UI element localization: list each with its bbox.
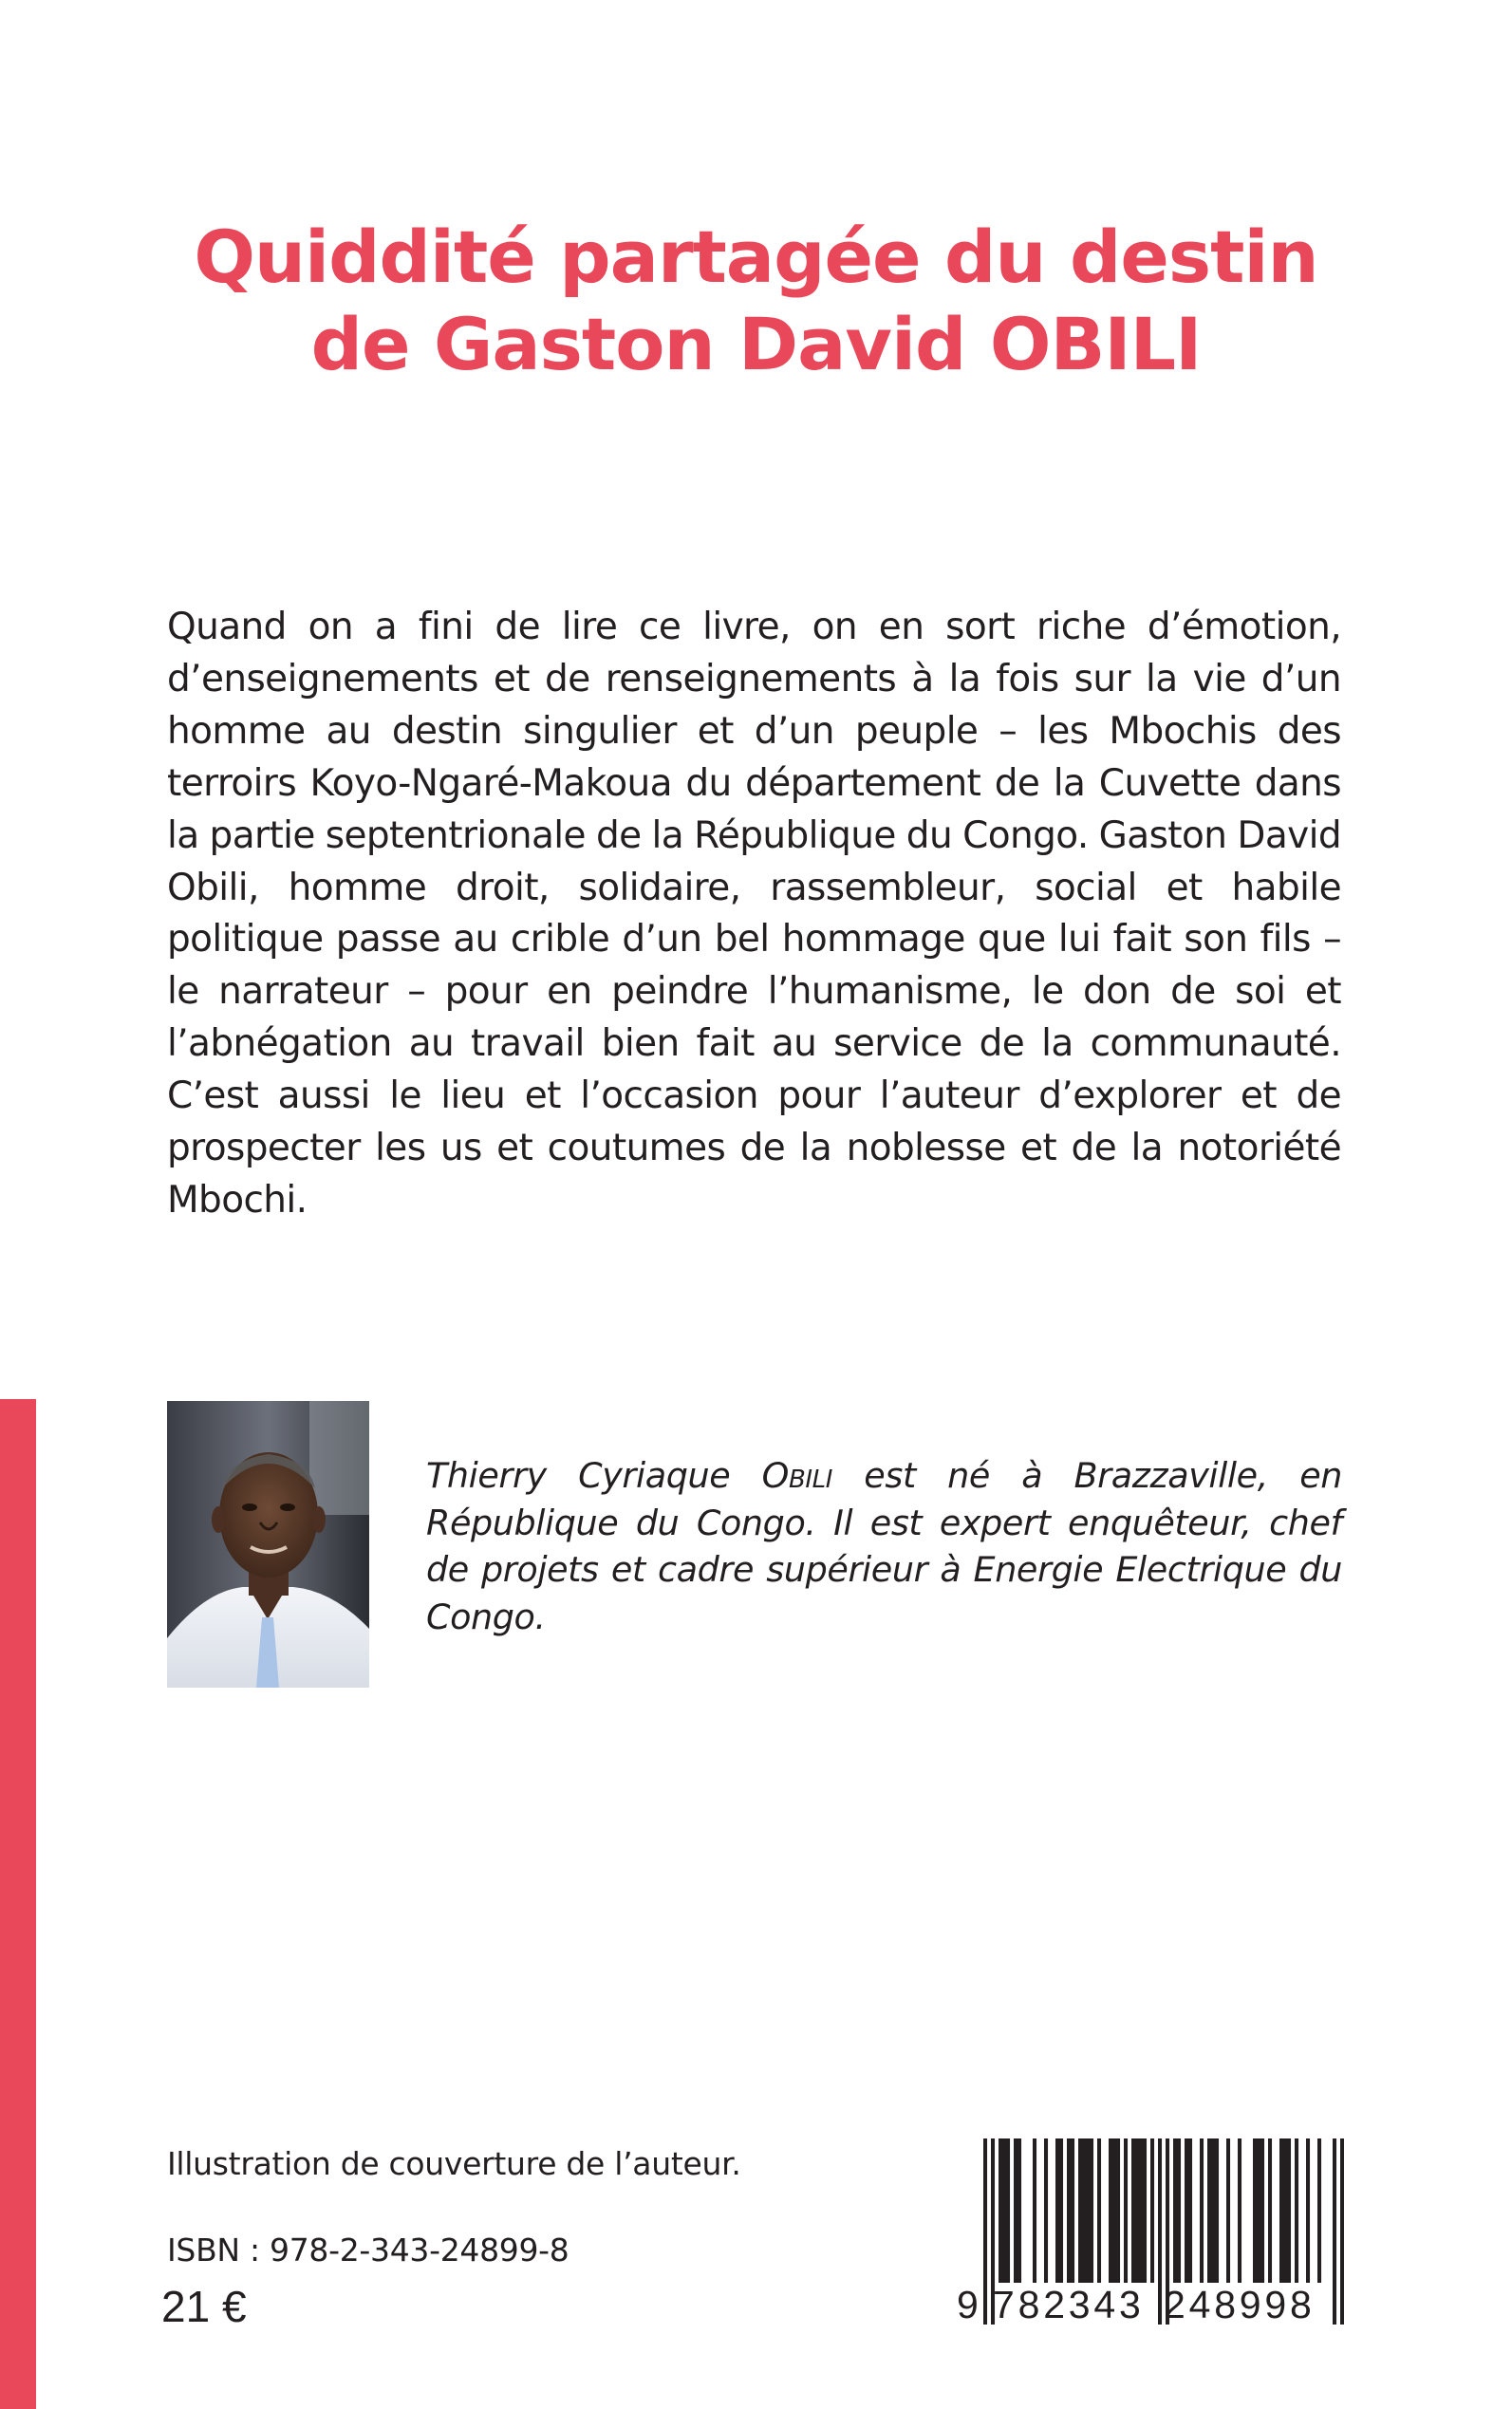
barcode-bar-25 [1143, 2138, 1147, 2283]
barcode-bar-40 [1257, 2138, 1260, 2283]
barcode-bar-14 [1082, 2138, 1086, 2283]
barcode-bar-2 [999, 2138, 1002, 2283]
barcode-bar-26 [1150, 2138, 1154, 2283]
price-label: 21 € [161, 2282, 247, 2331]
barcode-bar-31 [1185, 2138, 1188, 2283]
barcode-digits [957, 2284, 1346, 2325]
barcode-bar-24 [1139, 2138, 1143, 2283]
barcode-bar-20 [1116, 2138, 1120, 2283]
barcode-digit-first: 9 [957, 2283, 979, 2326]
barcode-bar-37 [1226, 2138, 1230, 2283]
barcode-bar-18 [1109, 2138, 1112, 2283]
barcode-bar-3 [1002, 2138, 1006, 2283]
barcode-bar-48 [1317, 2138, 1321, 2283]
barcode-bar-38 [1238, 2138, 1241, 2283]
barcode-bar-22 [1131, 2138, 1135, 2283]
barcode-bar-5 [1014, 2138, 1017, 2283]
barcode-bar-30 [1177, 2138, 1181, 2283]
barcode-bar-41 [1260, 2138, 1264, 2283]
isbn-number: ISBN : 978-2-343-24899-8 [167, 2232, 569, 2269]
barcode-bar-8 [1044, 2138, 1048, 2283]
barcode-bar-42 [1268, 2138, 1272, 2283]
barcode-bar-19 [1112, 2138, 1116, 2283]
barcode-bar-39 [1253, 2138, 1257, 2283]
barcode-bar-9 [1055, 2138, 1059, 2283]
barcode-bar-43 [1279, 2138, 1283, 2283]
barcode-bar-11 [1067, 2138, 1071, 2283]
barcode-bar-29 [1173, 2138, 1177, 2283]
barcode-digits-left: 782343 [993, 2283, 1145, 2326]
barcode-bar-12 [1071, 2138, 1074, 2283]
barcode-bar-32 [1188, 2138, 1192, 2283]
barcode-bar-33 [1200, 2138, 1204, 2283]
barcode-bar-45 [1287, 2138, 1291, 2283]
barcode-bar-17 [1097, 2138, 1101, 2283]
author-first-name: Thierry Cyriaque [426, 1455, 731, 1496]
barcode-bar-10 [1059, 2138, 1063, 2283]
barcode-bar-35 [1211, 2138, 1215, 2283]
barcode-bar-7 [1033, 2138, 1036, 2283]
barcode-bar-21 [1124, 2138, 1128, 2283]
author-photo [167, 1401, 369, 1688]
barcode-digits-right: 248998 [1164, 2283, 1316, 2326]
barcode-bar-16 [1090, 2138, 1093, 2283]
book-title [0, 214, 1512, 388]
barcode-bar-23 [1135, 2138, 1139, 2283]
barcode-bar-6 [1017, 2138, 1021, 2283]
barcode-bar-46 [1295, 2138, 1298, 2283]
book-title-line-1: Quiddité partagée du destin [194, 215, 1318, 299]
barcode-bar-47 [1306, 2138, 1310, 2283]
barcode-bar-13 [1078, 2138, 1082, 2283]
barcode-bar-15 [1086, 2138, 1090, 2283]
cover-illustration-credit: Illustration de couverture de l’auteur. [167, 2145, 741, 2182]
author-bio [426, 1452, 1342, 1640]
barcode-bar-36 [1215, 2138, 1219, 2283]
barcode-bar-4 [1006, 2138, 1010, 2283]
barcode-bar-44 [1283, 2138, 1287, 2283]
author-bio-text: est né à Brazzaville, en République du Congo. Il est expert enquêteur, chef de projets et cadre supérieur à Energie Electrique du Congo. [426, 1455, 1343, 1637]
book-title-line-2: de Gaston David OBILI [310, 302, 1202, 386]
back-cover-blurb: Quand on a fini de lire ce livre, on en sort riche d’émotion, d’enseignements et de renseignements à la fois sur la vie d’un homme au destin singulier et d’un peuple – les Mbochis des terroirs Koyo-Ngaré-Makoua du département de la Cuvette dans la partie septentrionale de la République du Congo. Gaston David Obili, homme droit, solidaire, rassembleur, social et habile politique passe au crible d’un bel hommage que lui fait son fils – le narrateur – pour en peindre l’humanisme, le don de soi et l’abnégation au travail bien fait au service de la communauté. C’est aussi le lieu et l’occasion pour l’auteur d’explorer et de prospecter les us et coutumes de la noblesse et de la notoriété Mbochi. [167, 606, 1341, 1222]
author-last-name: Obili [761, 1455, 832, 1496]
barcode-bar-34 [1207, 2138, 1211, 2283]
accent-side-bar [0, 1399, 36, 2409]
